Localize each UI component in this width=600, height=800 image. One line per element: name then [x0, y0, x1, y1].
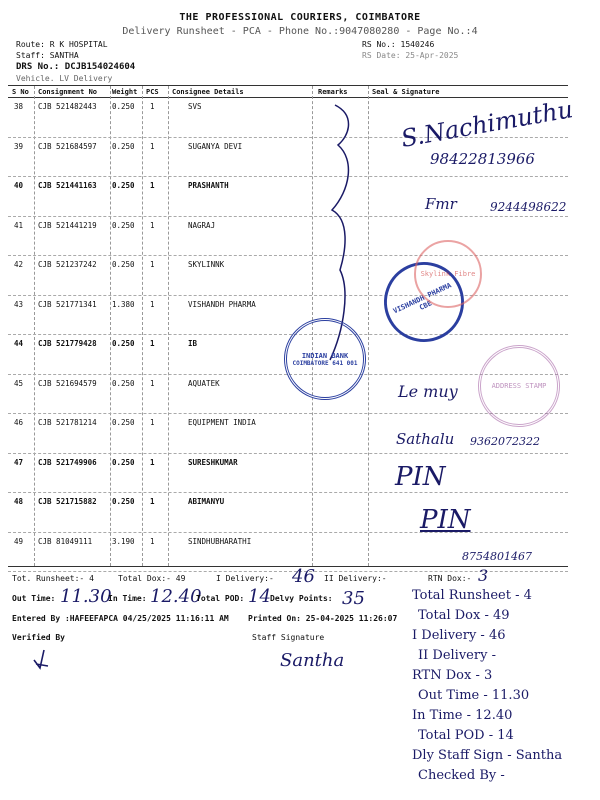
out-time: Out Time:	[12, 594, 56, 603]
row-pcs: 1	[150, 260, 155, 269]
row-consignment: CJB 521771341	[38, 299, 97, 309]
row-sno: 48	[14, 497, 24, 506]
signature-row45: Le muy	[398, 382, 458, 401]
row-pcs: 1	[150, 378, 155, 388]
pin-row48: PIN	[420, 505, 471, 535]
indian-bank-stamp: INDIAN BANK COIMBATORE 641 001	[284, 318, 366, 400]
row-pcs: 1	[150, 418, 155, 427]
delvy-points-hand: 35	[342, 588, 365, 609]
vehicle-line: Vehicle. LV Delivery	[16, 74, 113, 83]
row-divider	[8, 295, 568, 296]
row-weight: 3.190	[112, 536, 135, 546]
row-consignment: CJB 521715882	[38, 497, 97, 506]
rs-no: RS No.: 1540246	[362, 40, 435, 49]
ii-delivery: II Delivery:-	[324, 574, 387, 583]
row-consignment: CJB 521781214	[38, 418, 97, 427]
row-sno: 38	[14, 102, 24, 111]
row-sno: 42	[14, 260, 24, 269]
note-line: Checked By -	[418, 768, 505, 783]
row-pcs: 1	[150, 102, 155, 111]
row-consignee: SURESHKUMAR	[188, 457, 238, 467]
pharma-stamp: VISHANDH PHARMA CBE	[371, 249, 477, 355]
row-consignee: PRASHANTH	[188, 181, 229, 190]
row-consignee: SVS	[188, 102, 202, 111]
note-line: Total Dox - 49	[418, 608, 510, 623]
row-consignment: CJB 521237242	[38, 260, 97, 269]
note-line: Total Runsheet - 4	[412, 588, 532, 603]
row-divider	[8, 255, 568, 256]
i-delivery-hand: 46	[292, 566, 315, 587]
route-line: Route: R K HOSPITAL	[16, 40, 108, 49]
rs-date: RS Date: 25-Apr-2025	[362, 51, 459, 60]
verified-checkmark	[30, 648, 54, 672]
out-time-hand: 11.30	[60, 586, 112, 607]
signature-row46: Sathalu	[396, 430, 455, 448]
row-sno: 39	[14, 141, 24, 151]
row-weight: 0.250	[112, 220, 135, 230]
row-sno: 49	[14, 536, 24, 546]
company-title: THE PROFESSIONAL COURIERS, COIMBATORE	[179, 12, 421, 23]
row-divider	[8, 532, 568, 533]
in-time: In Time:	[108, 594, 147, 603]
total-pod: Total POD:	[196, 594, 245, 603]
row-consignment: CJB 521441219	[38, 220, 97, 230]
note-line: II Delivery -	[418, 648, 496, 663]
col-pcs: PCS	[146, 88, 159, 96]
row-pcs: 1	[150, 141, 155, 151]
phone-row40: 9244498622	[490, 200, 567, 214]
note-line: In Time - 12.40	[412, 708, 513, 723]
row-consignee: EQUIPMENT INDIA	[188, 418, 256, 427]
row-weight: 0.250	[112, 141, 135, 151]
staff-line: Staff: SANTHA	[16, 51, 79, 60]
total-dox: Total Dox:- 49	[118, 574, 186, 583]
rtn-dox: RTN Dox:-	[428, 574, 472, 583]
purple-address-stamp: ADDRESS STAMP	[478, 345, 560, 427]
signature-row39: S.Nachimuthu	[398, 95, 575, 153]
row-divider	[8, 413, 568, 414]
row-divider	[8, 334, 568, 335]
row-divider	[8, 176, 568, 177]
row-weight: 0.250	[112, 457, 135, 467]
row-sno: 47	[14, 457, 24, 467]
row-consignee: SKYLINNK	[188, 260, 225, 269]
printed-on: Printed On: 25-04-2025 11:26:07	[248, 614, 398, 623]
col-consignee: Consignee Details	[172, 88, 244, 96]
row-pcs: 1	[150, 339, 155, 348]
pin-row47: PIN	[395, 462, 446, 492]
runsheet-subtitle: Delivery Runsheet - PCA - Phone No.:9047080280 - Page No.:4	[122, 26, 478, 37]
col-consignment: Consignment No	[38, 88, 98, 96]
note-line: RTN Dox - 3	[412, 668, 493, 683]
row-divider	[8, 453, 568, 454]
row-consignee: SINDHUBHARATHI	[188, 536, 252, 546]
rtn-dox-hand: 3	[478, 566, 489, 585]
row-consignment: CJB 521779428	[38, 339, 97, 348]
row-sno: 43	[14, 299, 24, 309]
entered-by: Entered By :HAFEEFAPCA 04/25/2025 11:16:11 AM	[12, 614, 229, 623]
row-weight: 0.250	[112, 378, 135, 388]
staff-signature-hand: Santha	[280, 650, 345, 671]
note-line: Dly Staff Sign - Santha	[412, 748, 563, 763]
row-pcs: 1	[150, 220, 155, 230]
row-sno: 46	[14, 418, 24, 427]
skylink-stamp: Skylink Fibre	[414, 240, 482, 308]
row-sno: 44	[14, 339, 24, 348]
i-delivery: I Delivery:-	[216, 574, 274, 583]
row-pcs: 1	[150, 299, 155, 309]
phone-row49: 8754801467	[462, 550, 532, 563]
note-line: I Delivery - 46	[412, 628, 506, 643]
delvy-points: Delvy Points:	[270, 594, 333, 603]
in-time-hand: 12.40	[150, 586, 202, 607]
row-consignment: CJB 81049111	[38, 536, 93, 546]
staff-signature-label: Staff Signature	[252, 633, 325, 642]
row-consignee: NAGRAJ	[188, 220, 216, 230]
phone-row46: 9362072322	[470, 435, 540, 448]
row-weight: 0.250	[112, 181, 135, 190]
note-line: Total POD - 14	[418, 728, 514, 743]
verified-by: Verified By	[12, 633, 65, 642]
total-pod-hand: 14	[248, 586, 271, 607]
signature-row40: Fmr	[425, 195, 457, 213]
row-weight: 0.250	[112, 339, 135, 348]
drs-line: DRS No.: DCJB154024604	[16, 62, 136, 72]
row-weight: 0.250	[112, 260, 135, 269]
col-weight: Weight	[112, 88, 138, 96]
row-consignment: CJB 521749906	[38, 457, 97, 467]
row-pcs: 1	[150, 536, 155, 546]
row-weight: 0.250	[112, 497, 135, 506]
row-consignee: VISHANDH PHARMA	[188, 299, 256, 309]
col-seal: Seal & Signature	[372, 88, 440, 96]
row-weight: 0.250	[112, 102, 135, 111]
row-sno: 41	[14, 220, 24, 230]
phone-row39: 98422813966	[430, 150, 535, 168]
col-remarks: Remarks	[318, 88, 348, 96]
row-consignment: CJB 521694579	[38, 378, 97, 388]
row-consignment: CJB 521441163	[38, 181, 97, 190]
row-consignee: AQUATEK	[188, 378, 220, 388]
tot-runsheet: Tot. Runsheet:- 4	[12, 574, 94, 583]
col-sno: S No	[12, 88, 29, 96]
row-consignee: ABIMANYU	[188, 497, 225, 506]
row-pcs: 1	[150, 181, 155, 190]
row-consignment: CJB 521684597	[38, 141, 97, 151]
row-consignee: IB	[188, 339, 198, 348]
row-divider	[8, 492, 568, 493]
note-line: Out Time - 11.30	[418, 688, 530, 703]
row-pcs: 1	[150, 497, 155, 506]
row-pcs: 1	[150, 457, 155, 467]
row-weight: 0.250	[112, 418, 135, 427]
row-consignment: CJB 521482443	[38, 102, 97, 111]
row-sno: 45	[14, 378, 24, 388]
row-weight: 1.380	[112, 299, 135, 309]
row-consignee: SUGANYA DEVI	[188, 141, 243, 151]
row-sno: 40	[14, 181, 24, 190]
row-divider	[8, 216, 568, 217]
